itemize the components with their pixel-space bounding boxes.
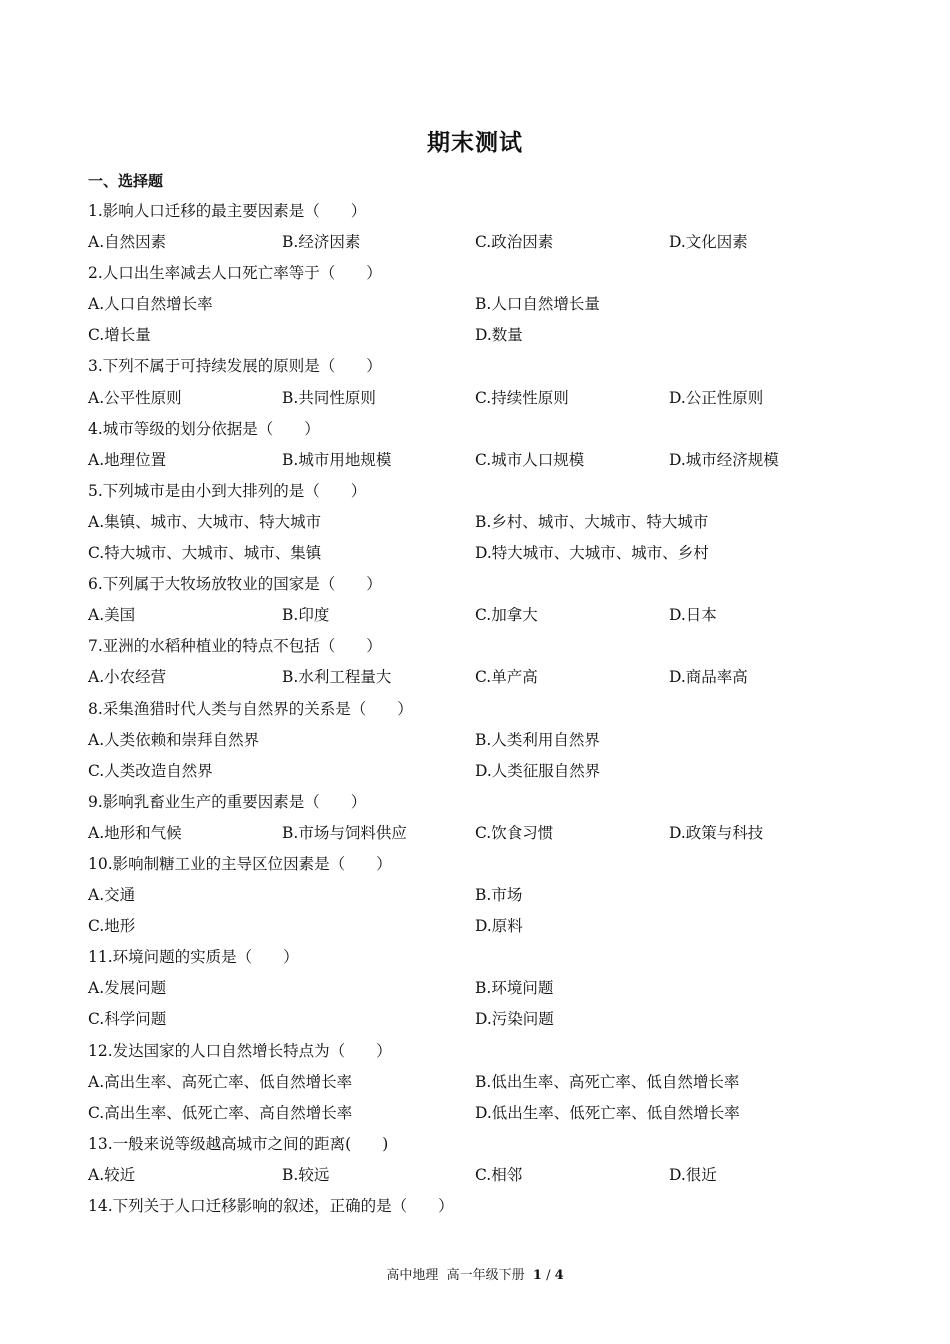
answer-option: C.政治因素 [475, 233, 554, 252]
answer-option: B.印度 [282, 606, 330, 625]
section-heading: 一、选择题 [88, 172, 164, 190]
options-row [88, 725, 868, 756]
answer-option: C.城市人口规模 [475, 450, 585, 469]
options-row [88, 911, 868, 942]
answer-option: B.经济因素 [282, 233, 361, 252]
answer-option: D.原料 [475, 917, 523, 936]
answer-option: A.高出生率、高死亡率、低自然增长率 [88, 1072, 353, 1091]
question-stem: 10.影响制糖工业的主导区位因素是（ ） [88, 854, 392, 873]
options-row [88, 227, 868, 258]
answer-option: A.公平性原则 [88, 388, 182, 407]
answer-option: C.特大城市、大城市、城市、集镇 [88, 544, 322, 563]
question-stem: 3.下列不属于可持续发展的原则是（ ） [88, 357, 382, 376]
answer-option: D.污染问题 [475, 1010, 554, 1029]
question-stem: 13.一般来说等级越高城市之间的距离( ) [88, 1134, 389, 1153]
answer-option: B.城市用地规模 [282, 450, 392, 469]
answer-option: C.人类改造自然界 [88, 761, 213, 780]
options-row [88, 662, 868, 693]
answer-option: C.饮食习惯 [475, 823, 554, 842]
answer-option: C.地形 [88, 917, 136, 936]
answer-option: A.较近 [88, 1165, 136, 1184]
answer-option: A.发展问题 [88, 979, 167, 998]
answer-option: B.共同性原则 [282, 388, 376, 407]
question-stem: 5.下列城市是由小到大排列的是（ ） [88, 481, 367, 500]
answer-option: B.低出生率、高死亡率、低自然增长率 [475, 1072, 740, 1091]
options-row [88, 320, 868, 351]
footer-total: 4 [554, 1268, 564, 1283]
question-stem: 1.影响人口迁移的最主要因素是（ ） [88, 202, 367, 220]
options-row [88, 756, 868, 787]
footer-page: 1 [532, 1268, 542, 1283]
answer-option: C.持续性原则 [475, 388, 569, 407]
answer-option: C.增长量 [88, 326, 151, 345]
question-stem: 4.城市等级的划分依据是（ ） [88, 419, 320, 438]
question-stem: 8.采集渔猎时代人类与自然界的关系是（ ） [88, 699, 413, 718]
page-footer [0, 1264, 950, 1283]
question-stem: 14.下列关于人口迁移影响的叙述，正确的是（ ） [88, 1197, 454, 1215]
question-stem: 2.人口出生率减去人口死亡率等于（ ） [88, 264, 382, 283]
options-row [88, 1004, 868, 1035]
options-row [88, 289, 868, 320]
page-title: 期末测试 [427, 129, 523, 156]
question-stem: 9.影响乳畜业生产的重要因素是（ ） [88, 792, 367, 811]
options-row [88, 445, 868, 476]
answer-option: B.环境问题 [475, 979, 554, 998]
answer-option: D.人类征服自然界 [475, 761, 601, 780]
answer-option: A.人口自然增长率 [88, 295, 213, 314]
answer-option: B.市场 [475, 886, 523, 905]
answer-option: C.加拿大 [475, 606, 538, 625]
options-row [88, 600, 868, 631]
options-row [88, 1067, 868, 1098]
answer-option: B.市场与饲料供应 [282, 823, 407, 842]
answer-option: C.相邻 [475, 1165, 523, 1184]
answer-option: A.地理位置 [88, 450, 167, 469]
options-row [88, 507, 868, 538]
answer-option: A.自然因素 [88, 233, 167, 252]
answer-option: C.高出生率、低死亡率、高自然增长率 [88, 1103, 353, 1122]
footer-grade: 高一年级下册 [446, 1268, 525, 1283]
footer-subject: 高中地理 [386, 1268, 439, 1283]
answer-option: D.商品率高 [669, 668, 748, 687]
options-row [88, 1098, 868, 1129]
answer-option: D.低出生率、低死亡率、低自然增长率 [475, 1103, 740, 1122]
footer-sep: / [546, 1268, 551, 1283]
question-stem: 6.下列属于大牧场放牧业的国家是（ ） [88, 575, 382, 594]
answer-option: D.公正性原则 [669, 388, 764, 407]
options-row [88, 880, 868, 911]
question-stem: 7.亚洲的水稻种植业的特点不包括（ ） [88, 637, 382, 656]
options-row [88, 538, 868, 569]
question-stem: 12.发达国家的人口自然增长特点为（ ） [88, 1041, 392, 1060]
options-row [88, 818, 868, 849]
question-stem: 11.环境问题的实质是（ ） [88, 948, 299, 967]
answer-option: D.政策与科技 [669, 823, 764, 842]
answer-option: B.乡村、城市、大城市、特大城市 [475, 512, 709, 531]
answer-option: D.很近 [669, 1165, 717, 1184]
answer-option: C.科学问题 [88, 1010, 167, 1029]
answer-option: A.人类依赖和崇拜自然界 [88, 730, 260, 749]
answer-option: D.城市经济规模 [669, 450, 779, 469]
answer-option: D.日本 [669, 606, 717, 625]
question-list [88, 196, 868, 1222]
answer-option: B.人类利用自然界 [475, 730, 600, 749]
answer-option: B.水利工程量大 [282, 668, 392, 687]
options-row [88, 383, 868, 414]
answer-option: B.较远 [282, 1165, 330, 1184]
answer-option: D.数量 [475, 326, 523, 345]
answer-option: A.集镇、城市、大城市、特大城市 [88, 512, 322, 531]
answer-option: B.人口自然增长量 [475, 295, 600, 314]
answer-option: A.小农经营 [88, 668, 167, 687]
options-row [88, 1160, 868, 1191]
answer-option: A.美国 [88, 606, 136, 625]
answer-option: D.特大城市、大城市、城市、乡村 [475, 544, 709, 563]
answer-option: A.地形和气候 [88, 823, 182, 842]
answer-option: D.文化因素 [669, 233, 748, 252]
answer-option: C.单产高 [475, 668, 538, 687]
answer-option: A.交通 [88, 886, 136, 905]
options-row [88, 973, 868, 1004]
